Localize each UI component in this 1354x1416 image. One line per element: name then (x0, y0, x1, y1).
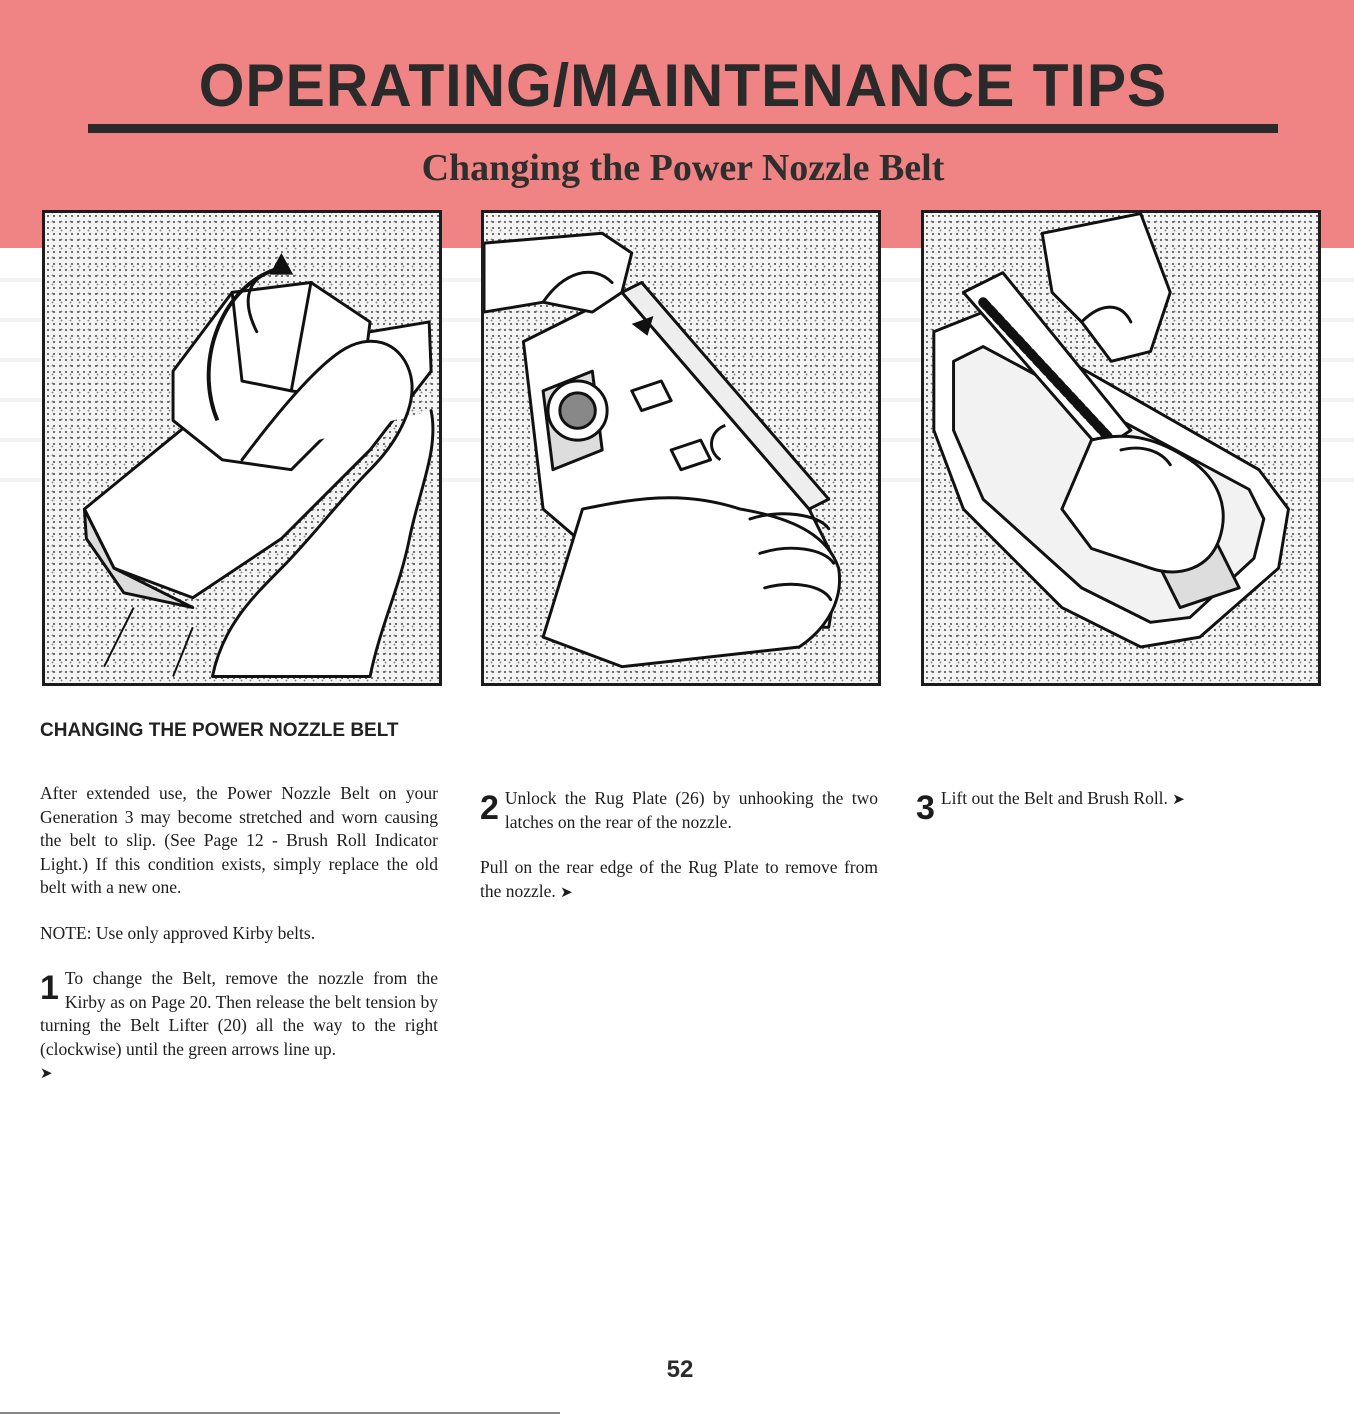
illustration-step-3 (921, 210, 1321, 686)
step-2-text: Unlock the Rug Plate (26) by unhooking the two latches on the rear of the nozzle. (504, 788, 878, 832)
section-heading: CHANGING THE POWER NOZZLE BELT (40, 720, 399, 741)
intro-paragraph: After extended use, the Power Nozzle Belt on your Generation 3 may become stretched and worn causing the belt to slip. (See Page 12 - Brush Roll Indicator Light.) If this condition exists, simply replace the old belt with a new one. (40, 783, 438, 897)
step-3-number: 3 (916, 789, 935, 827)
column-1 (40, 720, 438, 1108)
illustration-step-1 (42, 210, 442, 686)
step-2-number: 2 (480, 789, 499, 827)
step-2-extra-text: Pull on the rear edge of the Rug Plate to remove from the nozzle. (480, 857, 878, 901)
step-1-text: To change the Belt, remove the nozzle from the Kirby as on Page 20. Then release the belt tension by turning the Belt Lifter (20) all the way to the right (clockwise) until the green arrows line up. (40, 968, 438, 1059)
page-subtitle: Changing the Power Nozzle Belt (421, 147, 945, 189)
hands-unhooking-rug-plate-icon (484, 213, 878, 683)
hand-turning-belt-lifter-icon (45, 213, 439, 683)
step-2 (480, 787, 878, 834)
column-3 (916, 787, 1314, 834)
continue-arrow-icon: ➤ (1172, 790, 1185, 808)
continue-arrow-icon: ➤ (40, 1064, 53, 1082)
column-2 (480, 787, 878, 926)
page-number: 52 (666, 1356, 694, 1383)
hands-lifting-brush-roll-icon (924, 213, 1318, 683)
title-underline (88, 124, 1278, 133)
bottom-rule (0, 1412, 560, 1414)
step-1-number: 1 (40, 969, 59, 1007)
continue-arrow-icon: ➤ (560, 882, 573, 901)
step-1 (40, 967, 438, 1086)
step-3 (916, 787, 1314, 827)
illustration-step-2 (481, 210, 881, 686)
step-2-extra (480, 856, 878, 904)
step-3-text: Lift out the Belt and Brush Roll. (940, 788, 1168, 808)
page-title: OPERATING/MAINTENANCE TIPS (198, 52, 1168, 119)
note-paragraph: NOTE: Use only approved Kirby belts. (40, 922, 316, 943)
